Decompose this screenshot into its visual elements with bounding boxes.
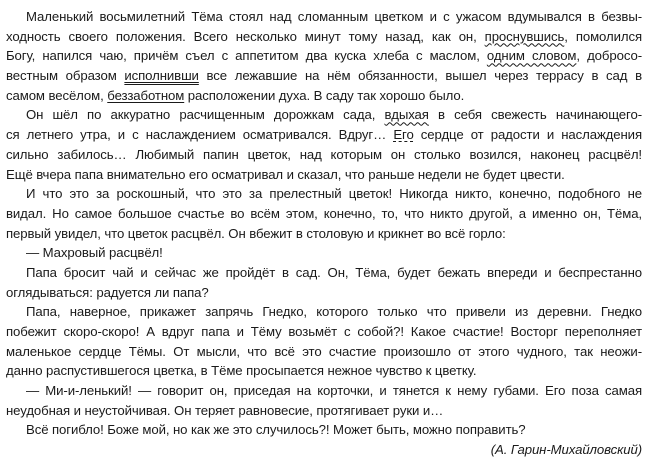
text-fragment: Маленький восьмилетний Тёма стоял над сломанным цветком и с ужасом вдумывался в безвы- [26, 9, 642, 24]
text-fragment: , добросо- [576, 48, 643, 64]
underlined-phrase-odnim-slovom: одним словом [486, 48, 577, 64]
paragraph-2 [6, 105, 642, 184]
text-fragment: побежит скоро-скоро! А вдруг папа и Тёму возьмёт с собой?! Какое счастие! Восторг переполняет [6, 324, 642, 339]
text-fragment: Он шёл по аккуратно расчищенным дорожкам сада, [26, 107, 385, 123]
paragraph-1 [6, 7, 642, 105]
text-line [6, 263, 642, 283]
text-fragment: оглядываться: радуется ли папа? [6, 284, 209, 300]
paragraph-7 [6, 381, 642, 420]
text-line [6, 184, 642, 204]
text-fragment: Ещё вчера папа внимательно его осматривал и сказал, что раньше недели не будет цвести. [6, 166, 565, 182]
text-fragment: маленькое сердце Тёмы. От мысли, что всё это счастие произошло от этого чудного, так неожи- [6, 343, 642, 359]
text-fragment: И что это за роскошный, что это за прелестный цветок! Никогда никто, конечно, подобного не [26, 186, 642, 202]
paragraph-5 [6, 263, 642, 302]
text-line [6, 302, 642, 322]
text-line [6, 243, 642, 263]
paragraph-3 [6, 184, 642, 243]
author-attribution: (А. Гарин-Михайловский) [490, 442, 642, 458]
paragraph-6 [6, 302, 642, 381]
paragraph-4 [6, 243, 642, 263]
text-fragment: — Ми-и-ленький! — говорит он, приседая на корточки, и тянется к нему губами. Его поза самая [26, 383, 642, 399]
text-fragment: данно распустившегося цветка, в Тёме просыпается нежное чувство к цветку. [6, 363, 477, 379]
text-line [6, 204, 642, 224]
text-fragment: ходность своего положения. Всего несколько минут тому назад, как он, [6, 28, 485, 44]
text-line [6, 7, 642, 27]
underlined-word-bezzabotnom: беззаботном [107, 87, 185, 103]
text-line [6, 401, 642, 421]
text-fragment: сердце от радости и наслаждения [413, 127, 642, 143]
text-fragment: Богу, напился чаю, причём съел с аппетитом два куска хлеба с маслом, [6, 48, 487, 64]
text-fragment: ся летнего утра, и с наслаждением осматривался. Вдруг… [6, 127, 394, 143]
underlined-word-ispolnivshi: исполнивши [124, 68, 199, 84]
text-fragment: сильно забилось… Любимый папин цветок, над которым он столько возился, наконец расцвёл! [6, 146, 642, 162]
text-line [6, 66, 642, 86]
paragraph-8 [6, 420, 642, 440]
text-fragment: Папа бросит чай и сейчас же пройдёт в сад. Он, Тёма, будет бежать впереди и беспрестанно [26, 264, 642, 280]
text-fragment: неудобная и неустойчивая. Он теряет равновесие, протягивает руки и… [6, 402, 444, 418]
text-fragment: самом весёлом, [6, 87, 108, 103]
text-fragment: Всё погибло! Боже мой, но как же это случилось?! Может быть, можно поправить? [26, 422, 526, 438]
underlined-word-vdykhaya: вдыхая [384, 107, 429, 123]
text-fragment: , помолился [564, 28, 642, 44]
text-fragment: видал. Но самое большое счастье во всём этом, конечно, то, что никто другой, а именно он, Тёма, [6, 205, 642, 221]
text-line [6, 381, 642, 401]
text-fragment: в себя свежесть начинающего- [428, 107, 642, 123]
underlined-word-ego: Его [393, 127, 414, 143]
text-line [6, 342, 642, 362]
text-line [6, 145, 642, 165]
text-fragment: Папа, наверное, прикажет запрячь Гнедко, которого только что привели из деревни. Гнедко [26, 304, 642, 320]
text-fragment: — Махровый расцвёл! [26, 245, 163, 261]
text-line [6, 105, 642, 125]
underlined-word-prosnuvshis: проснувшись [484, 28, 565, 44]
text-fragment: первый увидел, что цветок расцвёл. Он вбежит в столовую и крикнет во всё горло: [6, 225, 506, 241]
text-line [6, 27, 642, 47]
text-page [6, 7, 642, 460]
text-line [6, 165, 642, 185]
text-line [6, 283, 642, 303]
text-line [6, 420, 642, 440]
text-line [6, 86, 642, 106]
text-fragment: расположении духа. В саду так хорошо было. [184, 87, 465, 103]
text-line [6, 361, 642, 381]
text-line [6, 46, 642, 66]
text-line [6, 322, 642, 342]
text-line [6, 125, 642, 145]
text-fragment: вестным образом [6, 68, 125, 84]
text-fragment: все лежавшие на нём обязанности, вышел через террасу в сад в [198, 68, 642, 84]
text-line [6, 224, 642, 244]
